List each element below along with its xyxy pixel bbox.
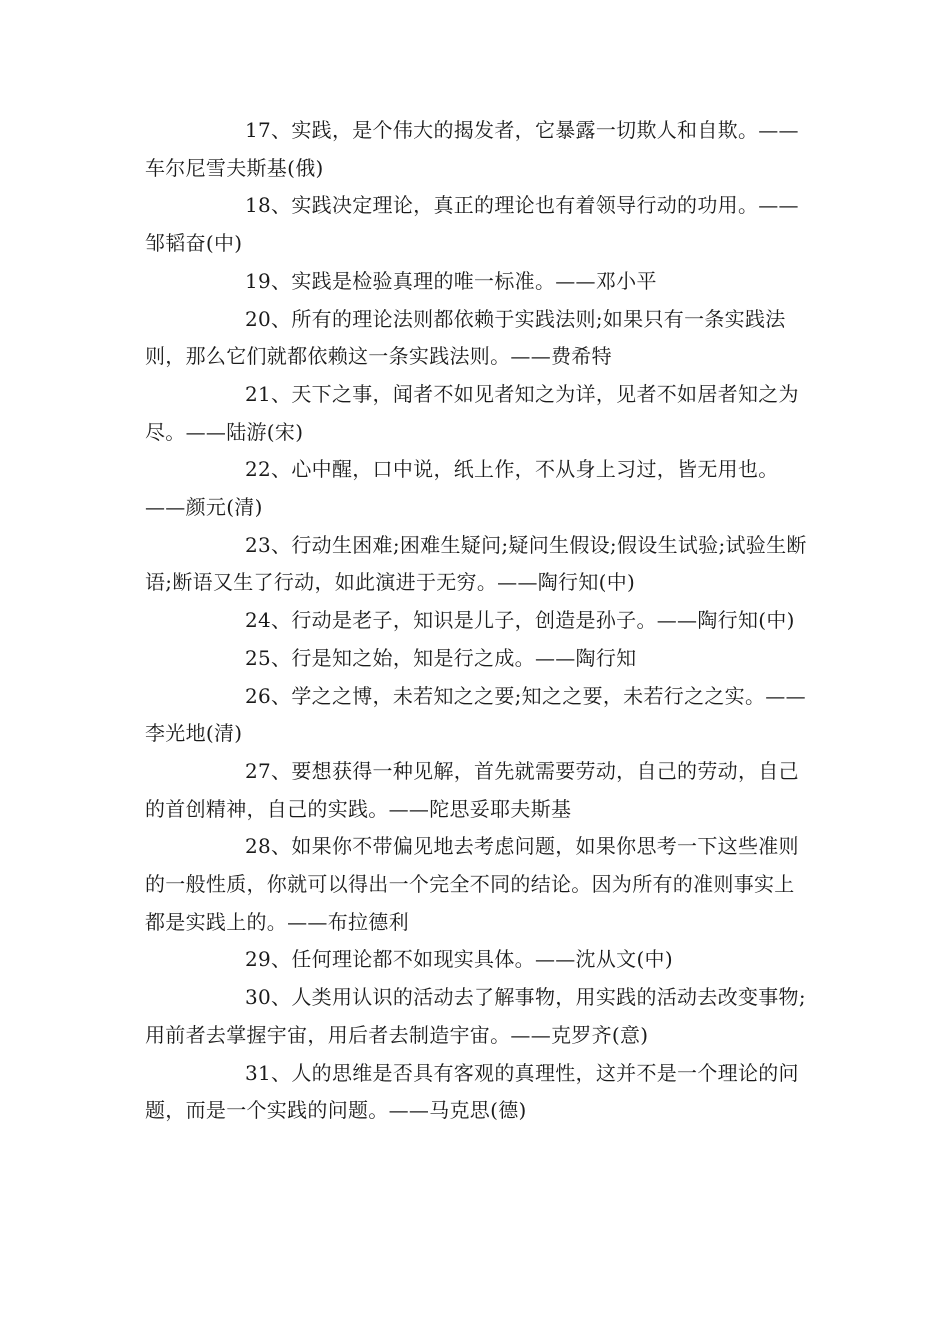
quote-22: 22、心中醒，口中说，纸上作，不从身上习过，皆无用也。——颜元(清) [145,457,779,520]
quote-18: 18、实践决定理论，真正的理论也有着领导行动的功用。——邹韬奋(中) [145,193,799,256]
quote-26: 26、学之之博，未若知之之要;知之之要，未若行之之实。——李光地(清) [145,683,806,746]
quote-24: 24、行动是老子，知识是儿子，创造是孙子。——陶行知(中) [245,608,795,633]
quote-20: 20、所有的理论法则都依赖于实践法则;如果只有一条实践法则，那么它们就都依赖这一条实践法则。——费希特 [145,306,786,369]
quote-21: 21、天下之事，闻者不如见者知之为详，见者不如居者知之为尽。——陆游(宋) [145,381,799,444]
quote-list [145,112,810,1130]
quote-17: 17、实践，是个伟大的揭发者，它暴露一切欺人和自欺。——车尔尼雪夫斯基(俄) [145,118,799,180]
quote-27: 27、要想获得一种见解，首先就需要劳动，自己的劳动，自己的首创精神，自己的实践。——陀思妥耶夫斯基 [145,758,799,821]
quote-29: 29、任何理论都不如现实具体。——沈从文(中) [245,947,673,972]
quote-19: 19、实践是检验真理的唯一标准。——邓小平 [245,268,657,293]
quote-31: 31、人的思维是否具有客观的真理性，这并不是一个理论的问题，而是一个实践的问题。——马克思(德) [145,1060,799,1123]
quote-25: 25、行是知之始，知是行之成。——陶行知 [245,645,637,670]
quote-28: 28、如果你不带偏见地去考虑问题，如果你思考一下这些准则的一般性质，你就可以得出一个完全不同的结论。因为所有的准则事实上都是实践上的。——布拉德利 [145,834,799,934]
quote-23: 23、行动生困难;困难生疑问;疑问生假设;假设生试验;试验生断语;断语又生了行动，如此演进于无穷。——陶行知(中) [145,532,807,595]
quote-30: 30、人类用认识的活动去了解事物，用实践的活动去改变事物;用前者去掌握宇宙，用后者去制造宇宙。——克罗齐(意) [145,985,806,1047]
